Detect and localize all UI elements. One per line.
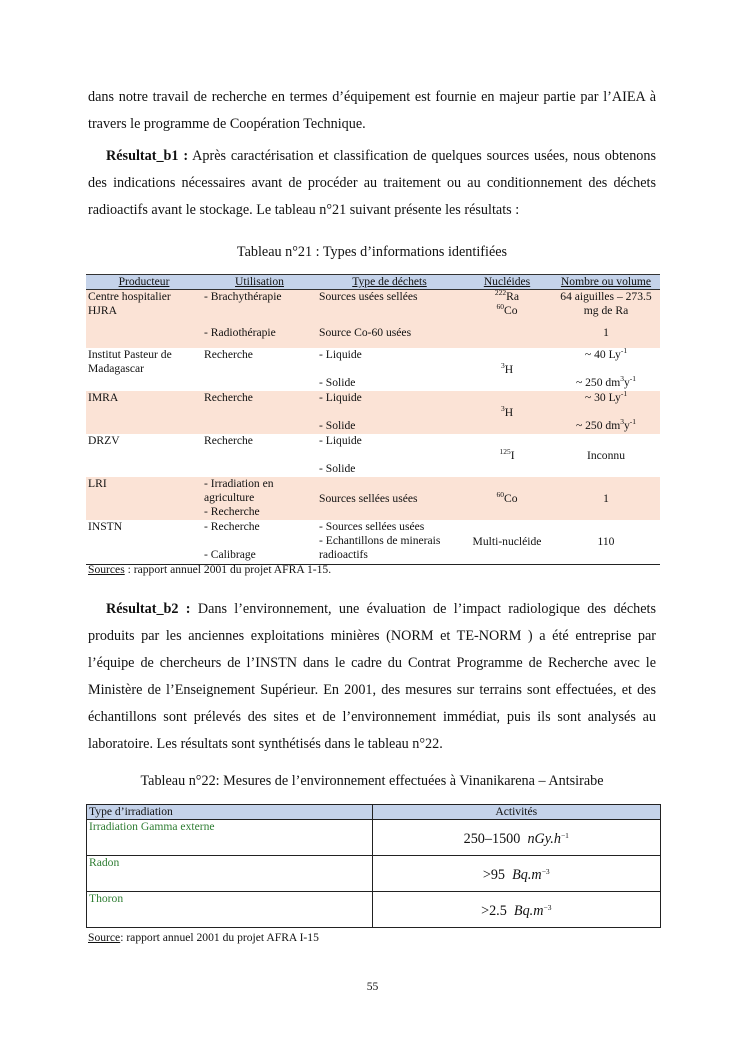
cell-type-irradiation: Radon [87, 856, 373, 892]
cell-nucleides: $^3$H [500, 360, 514, 376]
paragraph-intro: dans notre travail de recherche en termes d’équipement est fournie en majeur partie par l’AIEA à travers le programme de Coopération Technique. [88, 89, 656, 132]
header-utilisation: Utilisation [202, 275, 317, 290]
cell-nucleides: $^{222}$Ra $^{60}$Co [462, 290, 552, 319]
table-22 [86, 804, 661, 928]
cell-volume: ~ 30 $Ly^{-1}$ ~ 250 $dm^3y^{-1}$ [552, 391, 660, 434]
table21-source: Sources : rapport annuel 2001 du projet AFRA 1-15. [88, 563, 332, 576]
cell-utilisation: - Radiothérapie [202, 319, 317, 348]
cell-producteur: LRI [86, 477, 202, 520]
table-row [86, 290, 660, 319]
table-row [86, 348, 660, 391]
table22-caption: Tableau n°22: Mesures de l’environnement effectuées à Vinanikarena – Antsirabe [140, 773, 604, 789]
cell-producteur: Centre hospitalier HJRA [86, 290, 202, 349]
cell-nucleides: $^3$H [462, 391, 552, 434]
cell-type: - Liquide - Solide [317, 391, 462, 434]
cell-type: Sources sellées usées [317, 477, 462, 520]
cell-producteur: Institut Pasteur de Madagascar [88, 348, 172, 375]
table-row [87, 892, 661, 928]
table-row [86, 434, 660, 477]
resultat-b2-text: Dans l’environnement, une évaluation de l’impact radiologique des déchets produits par les anciennes exploitations minières (NORM et TE-NORM ) a été entreprise par l’équipe de chercheurs de l’INSTN dans le cadre du Contrat Programme de Recherche avec le Ministère de l’Enseignement Supérieur. En 2001, des mesures sur terrains sont effectuées, et des échantillons sont prélevés des sites et de l’environnement immédiat, puis ils sont analysés au laboratoire. Les résultats sont synthétisés dans le tableau n°22. [88, 601, 656, 752]
cell-activite: >2.5 $Bq.m^{-3}$ [372, 892, 660, 928]
cell-type-irradiation: Irradiation Gamma externe [87, 820, 373, 856]
cell-type: - Sources sellées usées - Echantillons de minerais radioactifs [317, 520, 462, 564]
cell-volume: 1 [552, 477, 660, 520]
header-producteur: Producteur [86, 275, 202, 290]
header-nucleides: Nucléides [462, 275, 552, 290]
cell-producteur: DRZV [88, 434, 120, 447]
resultat-b2-label: Résultat_b2 : [106, 601, 191, 617]
cell-utilisation: Recherche [204, 348, 253, 361]
header-type-irradiation: Type d’irradiation [87, 805, 373, 820]
cell-utilisation: Recherche [202, 391, 317, 434]
cell-volume: 1 [552, 319, 660, 348]
cell-volume: 110 [552, 520, 660, 564]
cell-volume: ~ 40 $Ly^{-1}$ ~ 250 $dm^3y^{-1}$ [575, 346, 637, 389]
table-21 [86, 274, 660, 565]
cell-utilisation: - Brachythérapie [202, 290, 317, 319]
page-number: 55 [366, 980, 379, 993]
table-row [87, 856, 661, 892]
paragraph-resultat-b2 [88, 596, 656, 758]
table-row [86, 520, 660, 564]
table22-header-row [87, 805, 661, 820]
cell-nucleides: $^{125}$I [499, 446, 515, 462]
cell-type: - Liquide - Solide [319, 434, 362, 475]
cell-volume: Inconnu [587, 448, 625, 462]
cell-nucleides: Multi-nucléide [462, 520, 552, 564]
cell-producteur: IMRA [86, 391, 202, 434]
cell-producteur: INSTN [86, 520, 202, 564]
table-row [87, 820, 661, 856]
cell-type: Sources usées sellées [317, 290, 462, 319]
header-nombre-volume: Nombre ou volume [552, 275, 660, 290]
table-row [86, 391, 660, 434]
resultat-b1-label: Résultat_b1 : [106, 148, 189, 164]
paragraph-resultat-b1 [88, 143, 656, 224]
table22-source: Source: rapport annuel 2001 du projet AFRA I-15 [88, 931, 319, 944]
cell-activite: >95 $Bq.m^{-3}$ [372, 856, 660, 892]
header-type-dechets: Type de déchets [317, 275, 462, 290]
header-activites: Activités [372, 805, 660, 820]
cell-utilisation: Recherche [204, 434, 253, 447]
cell-utilisation: - Irradiation en agriculture - Recherche [202, 477, 317, 520]
table21-caption: Tableau n°21 : Types d’informations identifiées [236, 244, 508, 260]
cell-volume: 64 aiguilles – 273.5 mg de Ra [552, 290, 660, 319]
cell-activite: 250–1500 $nGy.h^{-1}$ [372, 820, 660, 856]
resultat-b1-text: Après caractérisation et classification de quelques sources usées, nous obtenons des indications nécessaires avant de procéder au traitement ou au conditionnement des déchets radioactifs avant le stockage. Le tableau n°21 suivant présente les résultats : [88, 148, 656, 218]
cell-type: Source Co-60 usées [317, 319, 462, 348]
cell-type: - Liquide - Solide [319, 348, 362, 389]
cell-utilisation: - Recherche - Calibrage [202, 520, 317, 564]
table21-header-row [86, 275, 660, 290]
table-row [86, 477, 660, 520]
cell-type-irradiation: Thoron [87, 892, 373, 928]
cell-nucleides: $^{60}$Co [462, 477, 552, 520]
